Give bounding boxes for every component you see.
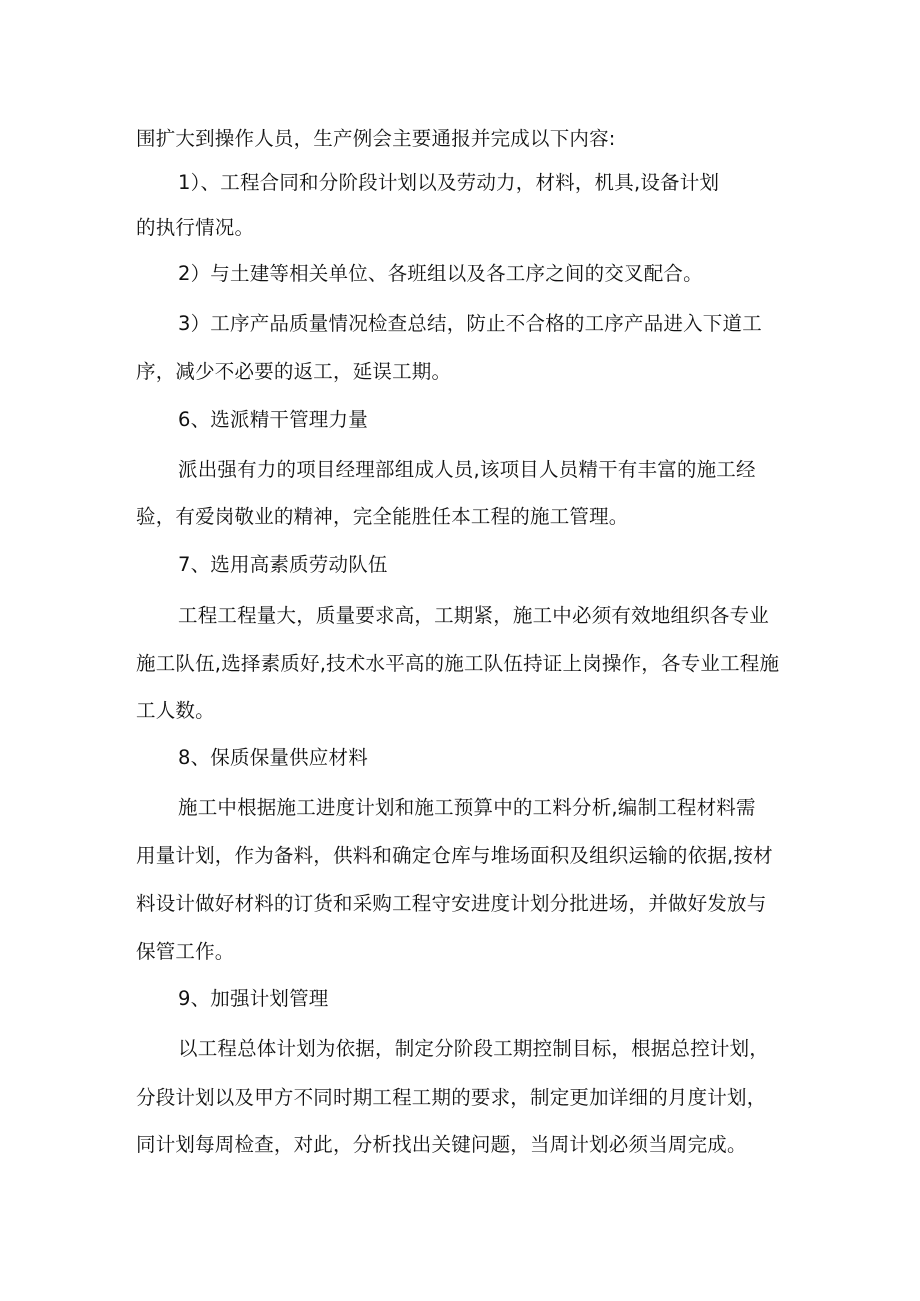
section-heading: 8、保质保量供应材料 bbox=[178, 746, 368, 769]
section-heading: 7、选用高素质劳动队伍 bbox=[178, 553, 388, 576]
list-item-line: 的执行情况。 bbox=[136, 216, 255, 239]
paragraph-line: 工人数。 bbox=[136, 699, 215, 722]
section-heading: 6、选派精干管理力量 bbox=[178, 408, 368, 431]
paragraph-line: 保管工作。 bbox=[136, 940, 235, 963]
paragraph-line: 分段计划以及甲方不同时期工程工期的要求，制定更加详细的月度计划， bbox=[136, 1086, 767, 1109]
paragraph-line: 施工中根据施工进度计划和施工预算中的工料分析,编制工程材料需 bbox=[178, 796, 756, 819]
paragraph-line: 同计划每周检查，对此，分析找出关键问题，当周计划必须当周完成。 bbox=[136, 1133, 747, 1156]
list-item-line: 1）、工程合同和分阶段计划以及劳动力，材料，机具,设备计划 bbox=[178, 171, 720, 194]
paragraph-line: 围扩大到操作人员，生产例会主要通报并完成以下内容: bbox=[136, 127, 616, 150]
paragraph-line: 验，有爱岗敬业的精神，完全能胜任本工程的施工管理。 bbox=[136, 505, 629, 528]
section-heading: 9、加强计划管理 bbox=[178, 987, 329, 1010]
paragraph-line: 用量计划，作为备料，供料和确定仓库与堆场面积及组织运输的依据,按材 bbox=[136, 844, 773, 867]
paragraph-line: 施工队伍,选择素质好,技术水平高的施工队伍持证上岗操作，各专业工程施 bbox=[136, 652, 780, 675]
list-item-line: 序，减少不必要的返工，延误工期。 bbox=[136, 360, 452, 383]
paragraph-line: 料设计做好材料的订货和采购工程守安进度计划分批进场，并做好发放与 bbox=[136, 892, 767, 915]
list-item-line: 3）工序产品质量情况检查总结，防止不合格的工序产品进入下道工 bbox=[178, 312, 762, 335]
paragraph-line: 派出强有力的项目经理部组成人员,该项目人员精干有丰富的施工经 bbox=[178, 458, 756, 481]
paragraph-line: 工程工程量大，质量要求高，工期紧，施工中必须有效地组织各专业 bbox=[178, 604, 770, 627]
list-item-line: 2）与土建等相关单位、各班组以及各工序之间的交叉配合。 bbox=[178, 262, 703, 285]
paragraph-line: 以工程总体计划为依据，制定分阶段工期控制目标，根据总控计划， bbox=[178, 1037, 770, 1060]
